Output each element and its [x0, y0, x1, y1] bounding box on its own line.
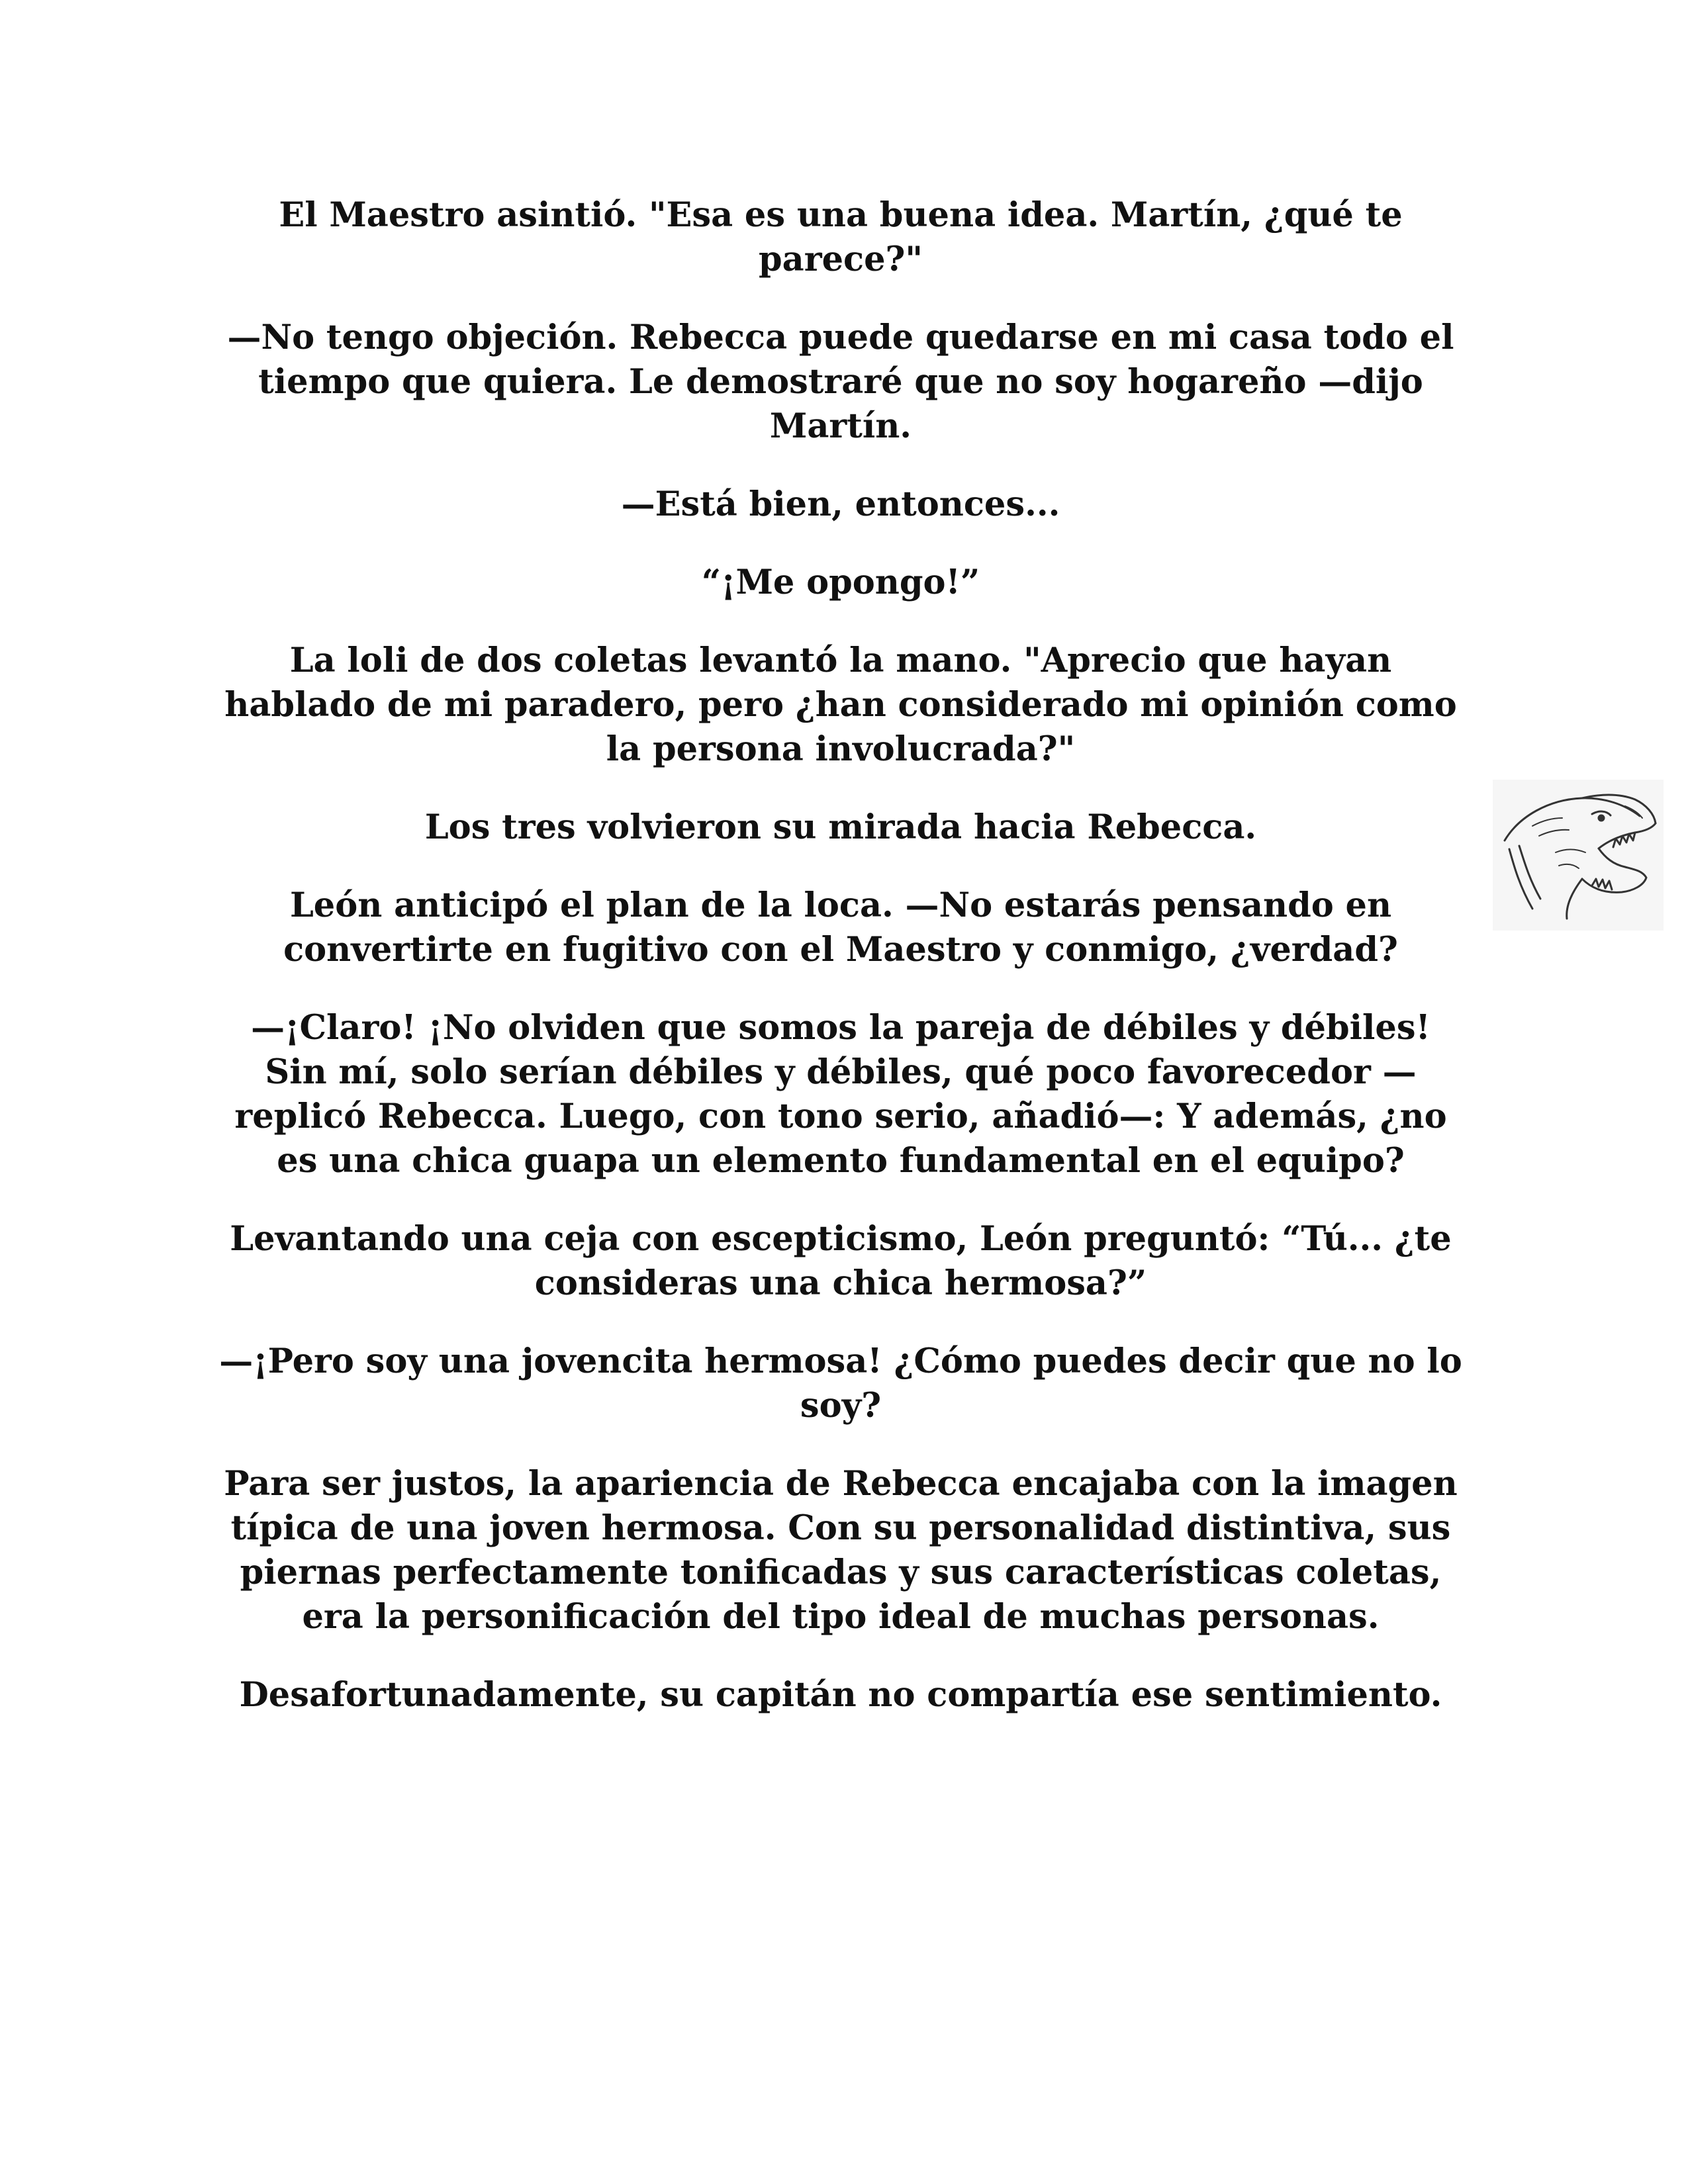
dinosaur-head-icon: [1493, 780, 1664, 931]
paragraph-3: —Está bien, entonces...: [621, 484, 1060, 524]
paragraph-4: “¡Me opongo!”: [701, 563, 980, 602]
paragraph-1: El Maestro asintió. "Esa es una buena idea. Martín, ¿qué te parece?": [279, 195, 1403, 279]
paragraph-7: León anticipó el plan de la loca. —No estarás pensando en convertirte en fugitivo con el Maestro y conmigo, ¿verdad?: [283, 886, 1398, 970]
paragraph-8: —¡Claro! ¡No olviden que somos la pareja de débiles y débiles! Sin mí, solo serían débiles y débiles, qué poco favorecedor —replicó Rebecca. Luego, con tono serio, añadió—: Y además, ¿no es una chica guapa un elemento fundamental en el equipo?: [234, 1008, 1447, 1181]
paragraph-9: Levantando una ceja con escepticismo, León preguntó: “Tú... ¿te consideras una chica hermosa?”: [230, 1219, 1452, 1303]
story-text: [218, 193, 1463, 1751]
paragraph-10: —¡Pero soy una jovencita hermosa! ¿Cómo puedes decir que no lo soy?: [219, 1342, 1462, 1426]
paragraph-12: Desafortunadamente, su capitán no compartía ese sentimiento.: [239, 1675, 1442, 1715]
paragraph-6: Los tres volvieron su mirada hacia Rebecca.: [424, 807, 1257, 847]
paragraph-5: La loli de dos coletas levantó la mano. "Aprecio que hayan hablado de mi paradero, pero ¿han considerado mi opinión como la persona involucrada?": [224, 641, 1457, 769]
paragraph-2: —No tengo objeción. Rebecca puede quedarse en mi casa todo el tiempo que quiera. Le demostraré que no soy hogareño —dijo Martín.: [227, 318, 1454, 446]
paragraph-11: Para ser justos, la apariencia de Rebecca encajaba con la imagen típica de una joven hermosa. Con su personalidad distintiva, sus piernas perfectamente tonificadas y sus características coletas, era la personificación del tipo ideal de muchas personas.: [224, 1464, 1458, 1637]
